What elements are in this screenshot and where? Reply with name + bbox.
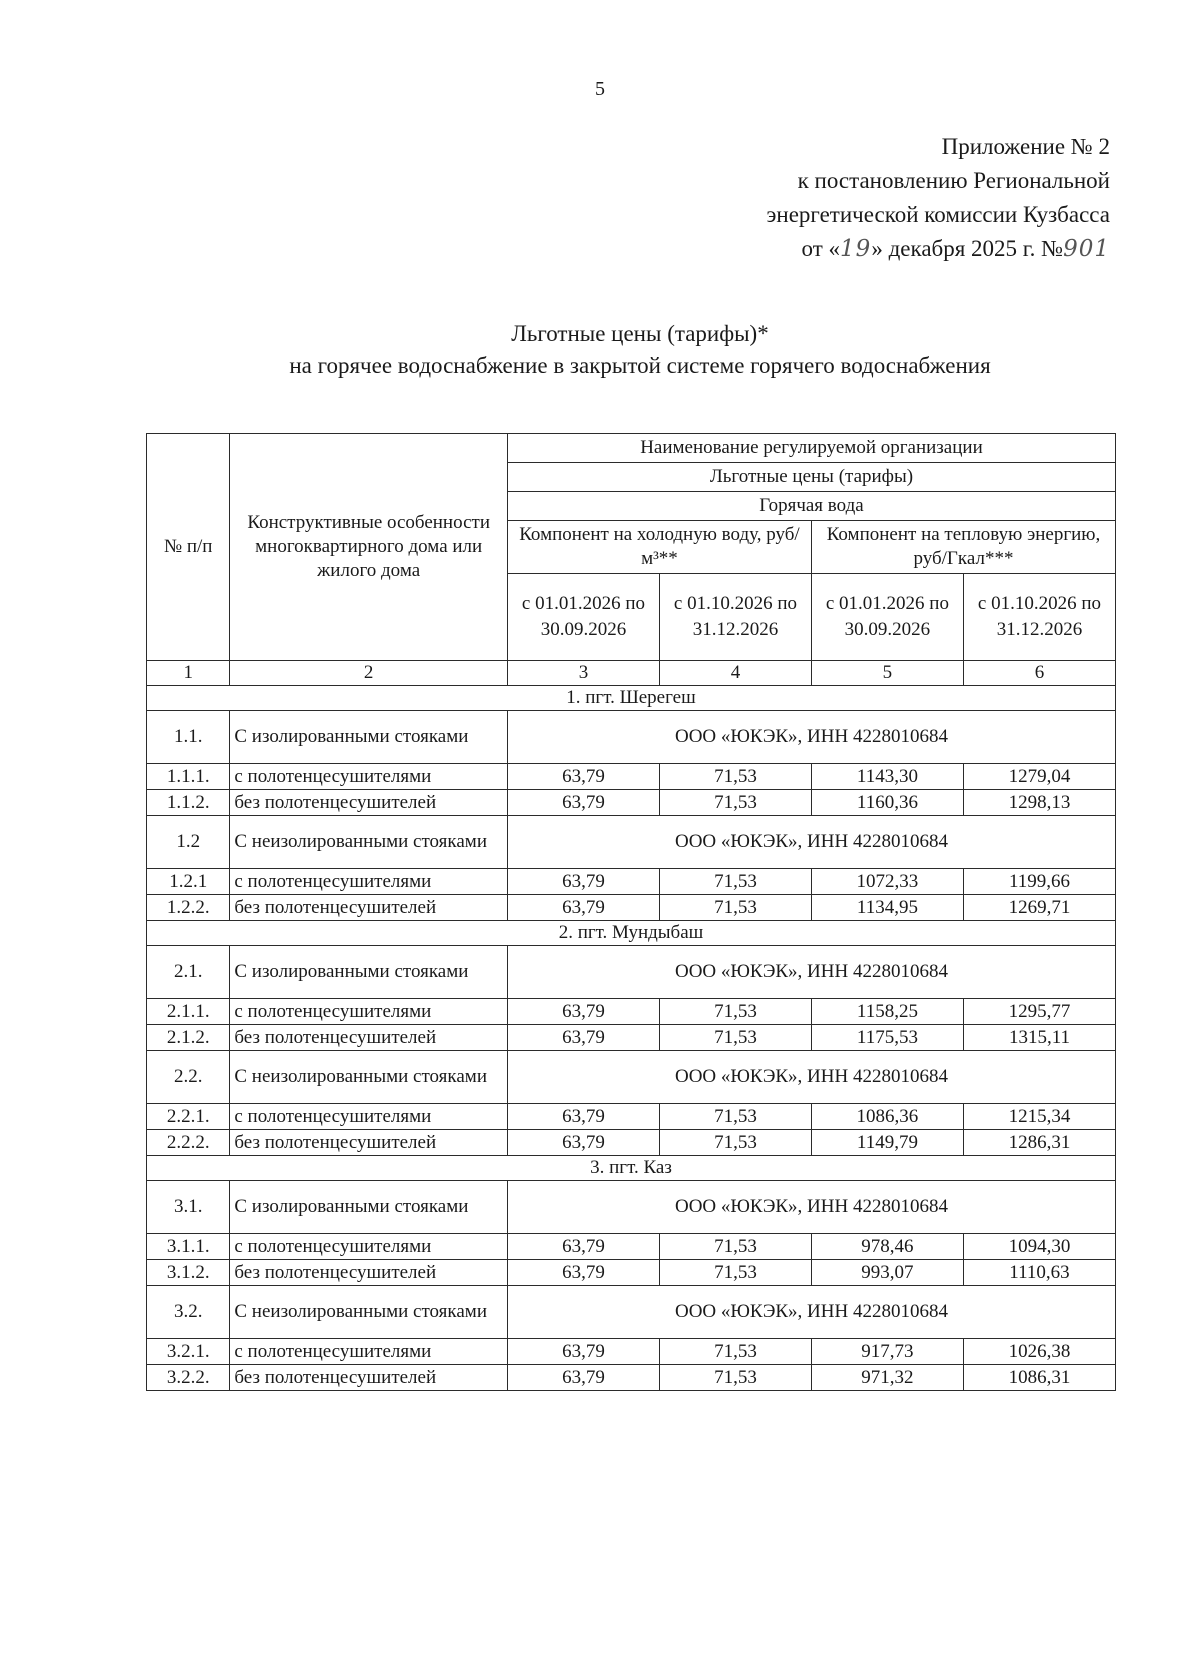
section-title: 3. пгт. Каз	[147, 1156, 1116, 1181]
title-line-2: на горячее водоснабжение в закрытой системе горячего водоснабжения	[289, 353, 991, 378]
row-description: без полотенцесушителей	[230, 1260, 508, 1286]
group-description: С изолированными стояками	[230, 1181, 508, 1234]
tariff-value: 63,79	[507, 999, 659, 1025]
row-number: 3.1.2.	[147, 1260, 230, 1286]
tariff-value: 917,73	[811, 1339, 963, 1365]
tariff-value: 1110,63	[963, 1260, 1115, 1286]
tariff-value: 1279,04	[963, 764, 1115, 790]
tariff-value: 71,53	[659, 869, 811, 895]
tariff-value: 1315,11	[963, 1025, 1115, 1051]
tariff-value: 1134,95	[811, 895, 963, 921]
tariff-value: 63,79	[507, 790, 659, 816]
tariff-value: 1215,34	[963, 1104, 1115, 1130]
section-title: 1. пгт. Шерегеш	[147, 686, 1116, 711]
row-description: без полотенцесушителей	[230, 1365, 508, 1391]
tariff-value: 1199,66	[963, 869, 1115, 895]
tariff-table	[146, 433, 1116, 1391]
row-description: без полотенцесушителей	[230, 1025, 508, 1051]
organization-name: ООО «ЮКЭК», ИНН 4228010684	[507, 1286, 1115, 1339]
tariff-value: 63,79	[507, 1234, 659, 1260]
row-number: 2.2.2.	[147, 1130, 230, 1156]
table-row	[147, 1025, 1116, 1051]
header-org: Наименование регулируемой организации	[507, 434, 1115, 463]
column-number: 5	[811, 661, 963, 686]
tariff-value: 71,53	[659, 1339, 811, 1365]
group-number: 1.1.	[147, 711, 230, 764]
header-period: с 01.01.2026 по 30.09.2026	[811, 574, 963, 661]
table-row	[147, 1130, 1116, 1156]
table-row	[147, 1365, 1116, 1391]
appendix-line-decree: к постановлению Региональной	[797, 168, 1110, 193]
header-num: № п/п	[147, 434, 230, 661]
section-row	[147, 686, 1116, 711]
row-number: 1.2.1	[147, 869, 230, 895]
title-line-1: Льготные цены (тарифы)*	[511, 321, 769, 346]
group-number: 3.1.	[147, 1181, 230, 1234]
row-number: 1.2.2.	[147, 895, 230, 921]
tariff-value: 71,53	[659, 1104, 811, 1130]
tariff-value: 71,53	[659, 790, 811, 816]
group-row	[147, 1181, 1116, 1234]
tariff-value: 1295,77	[963, 999, 1115, 1025]
tariff-value: 1298,13	[963, 790, 1115, 816]
section-row	[147, 921, 1116, 946]
row-number: 1.1.2.	[147, 790, 230, 816]
group-number: 2.1.	[147, 946, 230, 999]
tariff-value: 63,79	[507, 1130, 659, 1156]
table-row	[147, 790, 1116, 816]
tariff-value: 978,46	[811, 1234, 963, 1260]
row-description: без полотенцесушителей	[230, 895, 508, 921]
appendix-line-commission: энергетической комиссии Кузбасса	[766, 202, 1110, 227]
group-description: С неизолированными стояками	[230, 1051, 508, 1104]
table-row	[147, 764, 1116, 790]
tariff-value: 1086,36	[811, 1104, 963, 1130]
row-number: 2.2.1.	[147, 1104, 230, 1130]
table-row	[147, 869, 1116, 895]
row-description: с полотенцесушителями	[230, 869, 508, 895]
column-number: 3	[507, 661, 659, 686]
header-period: с 01.01.2026 по 30.09.2026	[507, 574, 659, 661]
table-row	[147, 999, 1116, 1025]
table-row	[147, 1234, 1116, 1260]
tariff-value: 1286,31	[963, 1130, 1115, 1156]
document-title	[140, 318, 1140, 382]
tariff-value: 63,79	[507, 1339, 659, 1365]
organization-name: ООО «ЮКЭК», ИНН 4228010684	[507, 1051, 1115, 1104]
group-description: С изолированными стояками	[230, 711, 508, 764]
group-row	[147, 1051, 1116, 1104]
tariff-value: 1175,53	[811, 1025, 963, 1051]
appendix-block	[650, 130, 1110, 266]
organization-name: ООО «ЮКЭК», ИНН 4228010684	[507, 1181, 1115, 1234]
group-description: С неизолированными стояками	[230, 816, 508, 869]
header-heat-component: Компонент на тепловую энергию, руб/Гкал***	[811, 521, 1115, 574]
group-row	[147, 1286, 1116, 1339]
row-description: с полотенцесушителями	[230, 764, 508, 790]
tariff-value: 71,53	[659, 1260, 811, 1286]
handwritten-day: 19	[840, 236, 872, 262]
header-prices: Льготные цены (тарифы)	[507, 463, 1115, 492]
group-number: 3.2.	[147, 1286, 230, 1339]
tariff-value: 1160,36	[811, 790, 963, 816]
header-features: Конструктивные особенности многоквартирного дома или жилого дома	[230, 434, 508, 661]
row-description: с полотенцесушителями	[230, 1339, 508, 1365]
organization-name: ООО «ЮКЭК», ИНН 4228010684	[507, 711, 1115, 764]
table-row	[147, 1339, 1116, 1365]
tariff-value: 1026,38	[963, 1339, 1115, 1365]
header-period: с 01.10.2026 по 31.12.2026	[963, 574, 1115, 661]
tariff-value: 71,53	[659, 895, 811, 921]
row-description: с полотенцесушителями	[230, 1234, 508, 1260]
group-description: С неизолированными стояками	[230, 1286, 508, 1339]
column-number: 1	[147, 661, 230, 686]
column-number: 4	[659, 661, 811, 686]
tariff-value: 63,79	[507, 1104, 659, 1130]
section-row	[147, 1156, 1116, 1181]
table-row	[147, 1104, 1116, 1130]
group-number: 2.2.	[147, 1051, 230, 1104]
row-description: с полотенцесушителями	[230, 999, 508, 1025]
row-description: без полотенцесушителей	[230, 1130, 508, 1156]
tariff-value: 71,53	[659, 1365, 811, 1391]
tariff-value: 71,53	[659, 1130, 811, 1156]
column-number: 2	[230, 661, 508, 686]
date-prefix: от «	[801, 236, 841, 261]
tariff-value: 63,79	[507, 764, 659, 790]
tariff-value: 1094,30	[963, 1234, 1115, 1260]
tariff-value: 63,79	[507, 895, 659, 921]
group-row	[147, 946, 1116, 999]
row-number: 3.1.1.	[147, 1234, 230, 1260]
tariff-value: 1149,79	[811, 1130, 963, 1156]
tariff-value: 1143,30	[811, 764, 963, 790]
row-number: 2.1.2.	[147, 1025, 230, 1051]
header-period: с 01.10.2026 по 31.12.2026	[659, 574, 811, 661]
page-number: 5	[595, 78, 605, 100]
handwritten-number: 901	[1063, 236, 1110, 262]
row-number: 2.1.1.	[147, 999, 230, 1025]
column-number: 6	[963, 661, 1115, 686]
organization-name: ООО «ЮКЭК», ИНН 4228010684	[507, 946, 1115, 999]
tariff-value: 63,79	[507, 1365, 659, 1391]
tariff-value: 1086,31	[963, 1365, 1115, 1391]
tariff-value: 71,53	[659, 764, 811, 790]
tariff-value: 63,79	[507, 869, 659, 895]
tariff-value: 63,79	[507, 1260, 659, 1286]
tariff-value: 1072,33	[811, 869, 963, 895]
row-description: без полотенцесушителей	[230, 790, 508, 816]
group-description: С изолированными стояками	[230, 946, 508, 999]
group-number: 1.2	[147, 816, 230, 869]
tariff-value: 993,07	[811, 1260, 963, 1286]
tariff-value: 71,53	[659, 1234, 811, 1260]
group-row	[147, 816, 1116, 869]
organization-name: ООО «ЮКЭК», ИНН 4228010684	[507, 816, 1115, 869]
tariff-value: 71,53	[659, 999, 811, 1025]
row-number: 3.2.2.	[147, 1365, 230, 1391]
tariff-value: 71,53	[659, 1025, 811, 1051]
table-row	[147, 1260, 1116, 1286]
tariff-value: 971,32	[811, 1365, 963, 1391]
header-hot-water: Горячая вода	[507, 492, 1115, 521]
section-title: 2. пгт. Мундыбаш	[147, 921, 1116, 946]
tariff-value: 63,79	[507, 1025, 659, 1051]
date-suffix: » декабря 2025 г. №	[871, 236, 1064, 261]
row-number: 1.1.1.	[147, 764, 230, 790]
appendix-date-line	[650, 232, 1110, 266]
tariff-value: 1269,71	[963, 895, 1115, 921]
tariff-value: 1158,25	[811, 999, 963, 1025]
row-number: 3.2.1.	[147, 1339, 230, 1365]
row-description: с полотенцесушителями	[230, 1104, 508, 1130]
header-cold-component: Компонент на холодную воду, руб/м³**	[507, 521, 811, 574]
appendix-title: Приложение № 2	[941, 134, 1110, 159]
table-row	[147, 895, 1116, 921]
group-row	[147, 711, 1116, 764]
